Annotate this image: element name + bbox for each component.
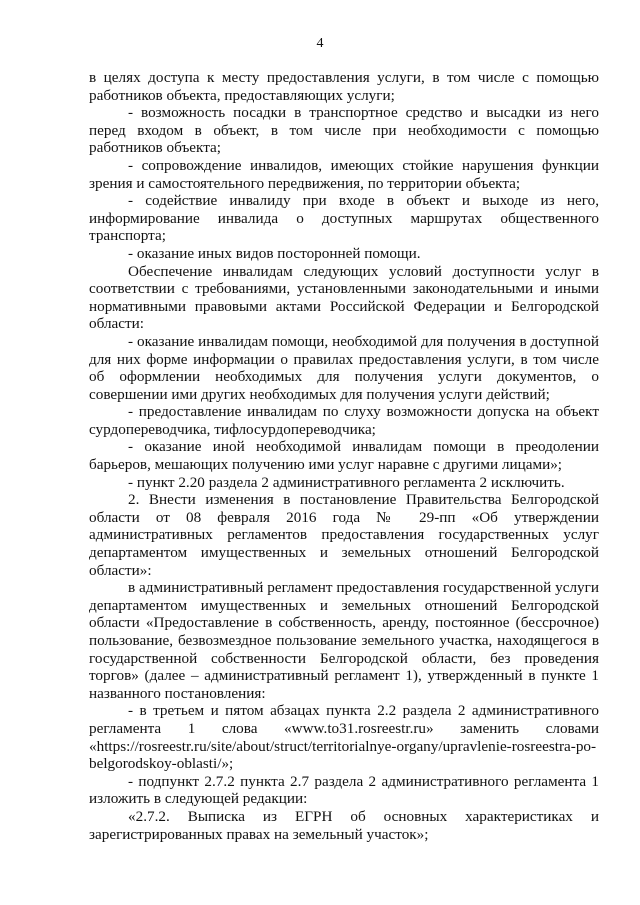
list-item: - пункт 2.20 раздела 2 административного регламента 2 исключить. — [128, 473, 565, 491]
list-item: - предоставление инвалидам по слуху возможности допуска на объект сурдопереводчика, тифлосурдопереводчика; — [89, 403, 599, 438]
list-item: - сопровождение инвалидов, имеющих стойкие нарушения функции зрения и самостоятельного передвижения, по территории объекта; — [89, 156, 599, 192]
quoted-paragraph: «2.7.2. Выписка из ЕГРН об основных характеристиках и зарегистрированных правах на земельный участок»; — [89, 807, 599, 843]
paragraph: 2. Внести изменения в постановление Правительства Белгородской области от 08 февраля 2016 года № 29-пп «Об утверждении административных регламентов предоставления государственных услуг департаментом имущественных и земельных отношений Белгородской области»: — [89, 491, 599, 579]
paragraph-continuation: в целях доступа к месту предоставления услуги, в том числе с помощью работников объекта, предоставляющих услуги; — [89, 69, 599, 104]
list-item: - в третьем и пятом абзацах пункта 2.2 раздела 2 административного регламента 1 слова «www.to31.rosreestr.ru» заменить словами «https://rosreestr.ru/site/about/struct/territorialnye-organy/upravlenie-rosreestra-po-belgorodskoy-oblasti/»; — [89, 702, 599, 773]
list-item: - оказание инвалидам помощи, необходимой для получения в доступной для них форме информации о правилах предоставления услуги, в том числе об оформлении необходимых для получения услуги документов, о совершении ими других необходимых для получения услуги действий; — [89, 332, 599, 403]
page-number: 4 — [316, 36, 324, 51]
paragraph: в административный регламент предоставления государственной услуги департаментом имущественных и земельных отношений Белгородской области «Предоставление в собственность, аренду, постоянное (бессрочное) пользование, безвозмездное пользование земельного участка, находящегося в государственной собственности Белгородской области, без проведения торгов» (далее – административный регламент 1), утвержденный в пункте 1 названного постановления: — [89, 579, 599, 702]
list-item: - содействие инвалиду при входе в объект и выходе из него, информирование инвалида о доступных маршрутах общественного транспорта; — [89, 192, 599, 245]
list-item: - возможность посадки в транспортное средство и высадки из него перед входом в объект, в том числе при необходимости с помощью работников объекта; — [89, 104, 599, 157]
document-body — [89, 69, 599, 843]
paragraph: Обеспечение инвалидам следующих условий доступности услуг в соответствии с требованиями, установленными законодательными и иными нормативными правовыми актами Российской Федерации и Белгородской области: — [89, 262, 599, 333]
list-item: - оказание иной необходимой инвалидам помощи в преодолении барьеров, мешающих получению ими услуг наравне с другими лицами»; — [89, 438, 599, 474]
list-item: - подпункт 2.7.2 пункта 2.7 раздела 2 административного регламента 1 изложить в следующей редакции: — [89, 772, 599, 808]
list-item: - оказание иных видов посторонней помощи. — [128, 244, 421, 262]
